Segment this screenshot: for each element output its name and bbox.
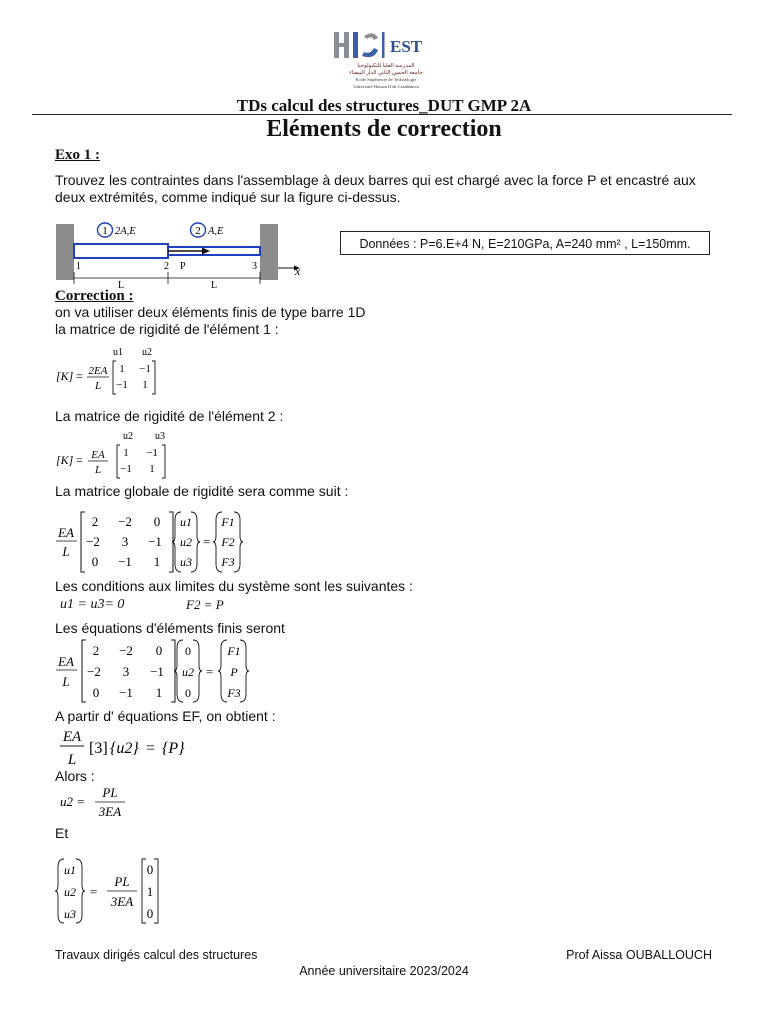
- svg-text:0: 0: [155, 643, 163, 658]
- global-stiffness-system: [54, 510, 254, 574]
- and-label: Et: [55, 825, 69, 841]
- svg-text:0: 0: [146, 862, 154, 877]
- svg-text:3: 3: [121, 534, 129, 549]
- svg-text:3EA: 3EA: [98, 804, 122, 819]
- svg-text:1: 1: [102, 225, 108, 237]
- svg-text:1: 1: [76, 261, 81, 272]
- svg-text:{P}: {P}: [162, 740, 185, 757]
- course-title: TDs calcul des structures_DUT GMP 2A: [236, 96, 532, 115]
- boundary-condition-displacement: u1 = u3= 0: [60, 597, 125, 612]
- element1-matrix-intro: la matrice de rigidité de l'élément 1 :: [55, 321, 279, 337]
- svg-text:L: L: [67, 752, 77, 768]
- element2-matrix-intro: La matrice de rigidité de l'élément 2 :: [55, 408, 284, 424]
- svg-text:F3: F3: [227, 686, 241, 700]
- svg-text:x: x: [295, 264, 301, 278]
- element2-stiffness-matrix: [54, 428, 184, 480]
- svg-text:2: 2: [91, 514, 99, 529]
- svg-text:u3: u3: [64, 907, 76, 921]
- svg-text:2: 2: [195, 225, 201, 237]
- svg-text:PL: PL: [114, 874, 130, 889]
- svg-text:EST: EST: [390, 37, 423, 56]
- svg-text:L: L: [62, 674, 70, 689]
- svg-text:−1: −1: [146, 447, 158, 459]
- svg-text:=: =: [90, 884, 98, 899]
- exercise-label: Exo 1 :: [55, 147, 100, 163]
- bar-element-1: [74, 244, 168, 258]
- svg-text:2: 2: [92, 643, 100, 658]
- svg-text:0: 0: [91, 554, 99, 569]
- svg-text:−2: −2: [87, 664, 101, 679]
- svg-text:=: =: [206, 664, 214, 679]
- svg-text:u2: u2: [64, 885, 76, 899]
- svg-text:1: 1: [119, 363, 125, 375]
- svg-text:u2: u2: [123, 431, 133, 442]
- svg-text:u3: u3: [155, 431, 165, 442]
- svg-text:L: L: [62, 544, 70, 559]
- svg-text:Université Hassan II de Casabl: Université Hassan II de Casablanca: [353, 84, 419, 89]
- svg-text:0: 0: [92, 685, 100, 700]
- svg-text:1: 1: [123, 447, 129, 459]
- svg-text:−1: −1: [150, 664, 164, 679]
- svg-text:=: =: [203, 534, 211, 549]
- svg-text:3: 3: [252, 261, 257, 272]
- svg-text:L: L: [117, 280, 125, 290]
- svg-text:F3: F3: [221, 555, 235, 569]
- svg-text:{u2}: {u2}: [110, 740, 139, 757]
- svg-text:0: 0: [153, 514, 161, 529]
- svg-text:−2: −2: [119, 643, 133, 658]
- svg-text:=: =: [76, 453, 83, 467]
- svg-text:−1: −1: [148, 534, 162, 549]
- svg-text:0: 0: [146, 906, 154, 921]
- exercise-statement: Trouvez les contraintes dans l'assemblage à deux barres qui est chargé avec la force P et encastré aux deux extrémités, comme indiqué sur la figure ci-dessus.: [55, 172, 696, 205]
- element1-stiffness-matrix: [54, 344, 184, 396]
- svg-text:u1: u1: [64, 863, 76, 877]
- svg-text:1: 1: [155, 685, 163, 700]
- svg-text:u1: u1: [113, 347, 123, 358]
- svg-text:3: 3: [122, 664, 130, 679]
- boundary-condition-force: F2 = P: [186, 597, 224, 612]
- svg-text:u2 =: u2 =: [60, 794, 86, 809]
- footer-course: Travaux dirigés calcul des structures: [55, 948, 258, 962]
- svg-text:P: P: [180, 261, 186, 272]
- fe-equations-intro: Les équations d'éléments finis seront: [55, 620, 285, 636]
- svg-text:Ecole Supérieure de Technologi: Ecole Supérieure de Technologie: [355, 77, 417, 82]
- svg-text:1: 1: [142, 379, 148, 391]
- u2-solution: [58, 782, 138, 822]
- svg-text:EA: EA: [58, 525, 74, 540]
- svg-text:−1: −1: [120, 463, 132, 475]
- right-wall: [260, 224, 278, 280]
- svg-text:A,E: A,E: [208, 226, 224, 237]
- svg-text:PL: PL: [102, 785, 118, 800]
- svg-text:1: 1: [153, 554, 161, 569]
- svg-text:F2: F2: [221, 535, 235, 549]
- svg-text:u1: u1: [180, 515, 192, 529]
- svg-text:F1: F1: [221, 515, 235, 529]
- then-label: Alors :: [55, 768, 95, 784]
- correction-heading: Correction :: [55, 288, 134, 304]
- footer-year: Année universitaire 2023/2024: [299, 964, 469, 978]
- svg-text:−1: −1: [118, 554, 132, 569]
- svg-text:=: =: [146, 740, 156, 757]
- svg-text:0: 0: [185, 686, 191, 700]
- boundary-conditions-intro: Les conditions aux limites du système sont les suivantes :: [55, 578, 413, 594]
- svg-text:=: =: [76, 369, 83, 383]
- svg-text:جامعة الحسن الثاني الدار البيض: جامعة الحسن الثاني الدار البيضاء: [349, 70, 423, 76]
- svg-text:−1: −1: [119, 685, 133, 700]
- displacement-vector-solution: [54, 857, 174, 925]
- school-logo: [334, 30, 438, 92]
- school-logo-icon: [334, 30, 438, 92]
- svg-text:0: 0: [185, 644, 191, 658]
- reduced-equation: [58, 724, 208, 770]
- svg-text:2A,E: 2A,E: [115, 226, 136, 237]
- svg-text:L: L: [94, 464, 102, 476]
- svg-text:1: 1: [146, 884, 154, 899]
- left-wall: [56, 224, 74, 280]
- svg-text:EA: EA: [62, 729, 82, 745]
- svg-text:المدرسة العليا للتكنولوجيا: المدرسة العليا للتكنولوجيا: [357, 63, 415, 69]
- footer-author: Prof Aissa OUBALLOUCH: [566, 948, 712, 962]
- svg-text:EA: EA: [91, 449, 105, 461]
- svg-text:[3]: [3]: [89, 740, 108, 757]
- svg-text:u3: u3: [180, 555, 192, 569]
- svg-text:u2: u2: [182, 665, 194, 679]
- correction-intro: on va utiliser deux éléments finis de type barre 1D: [55, 304, 366, 320]
- global-matrix-intro: La matrice globale de rigidité sera comme suit :: [55, 483, 349, 499]
- ef-result-intro: A partir d' équations EF, on obtient :: [55, 708, 276, 724]
- data-box: Données : P=6.E+4 N, E=210GPa, A=240 mm² , L=150mm.: [340, 231, 710, 255]
- svg-text:P: P: [230, 665, 238, 679]
- svg-text:L: L: [94, 380, 102, 392]
- svg-text:F1: F1: [227, 644, 241, 658]
- bar-assembly-figure: [54, 218, 314, 290]
- svg-text:1: 1: [149, 463, 155, 475]
- svg-text:−1: −1: [116, 379, 128, 391]
- svg-text:2EA: 2EA: [88, 365, 108, 377]
- svg-text:L: L: [210, 280, 218, 290]
- fe-equations-system: [54, 638, 264, 704]
- svg-text:u2: u2: [142, 347, 152, 358]
- svg-text:[K]: [K]: [56, 453, 74, 467]
- svg-text:EA: EA: [58, 654, 74, 669]
- svg-text:2: 2: [164, 261, 169, 272]
- svg-text:−1: −1: [139, 363, 151, 375]
- svg-text:u2: u2: [180, 535, 192, 549]
- header-divider: [32, 114, 732, 115]
- svg-text:[K]: [K]: [56, 369, 74, 383]
- page-title: Eléments de correction: [266, 116, 502, 142]
- svg-text:3EA: 3EA: [110, 894, 134, 909]
- svg-text:−2: −2: [118, 514, 132, 529]
- svg-text:−2: −2: [86, 534, 100, 549]
